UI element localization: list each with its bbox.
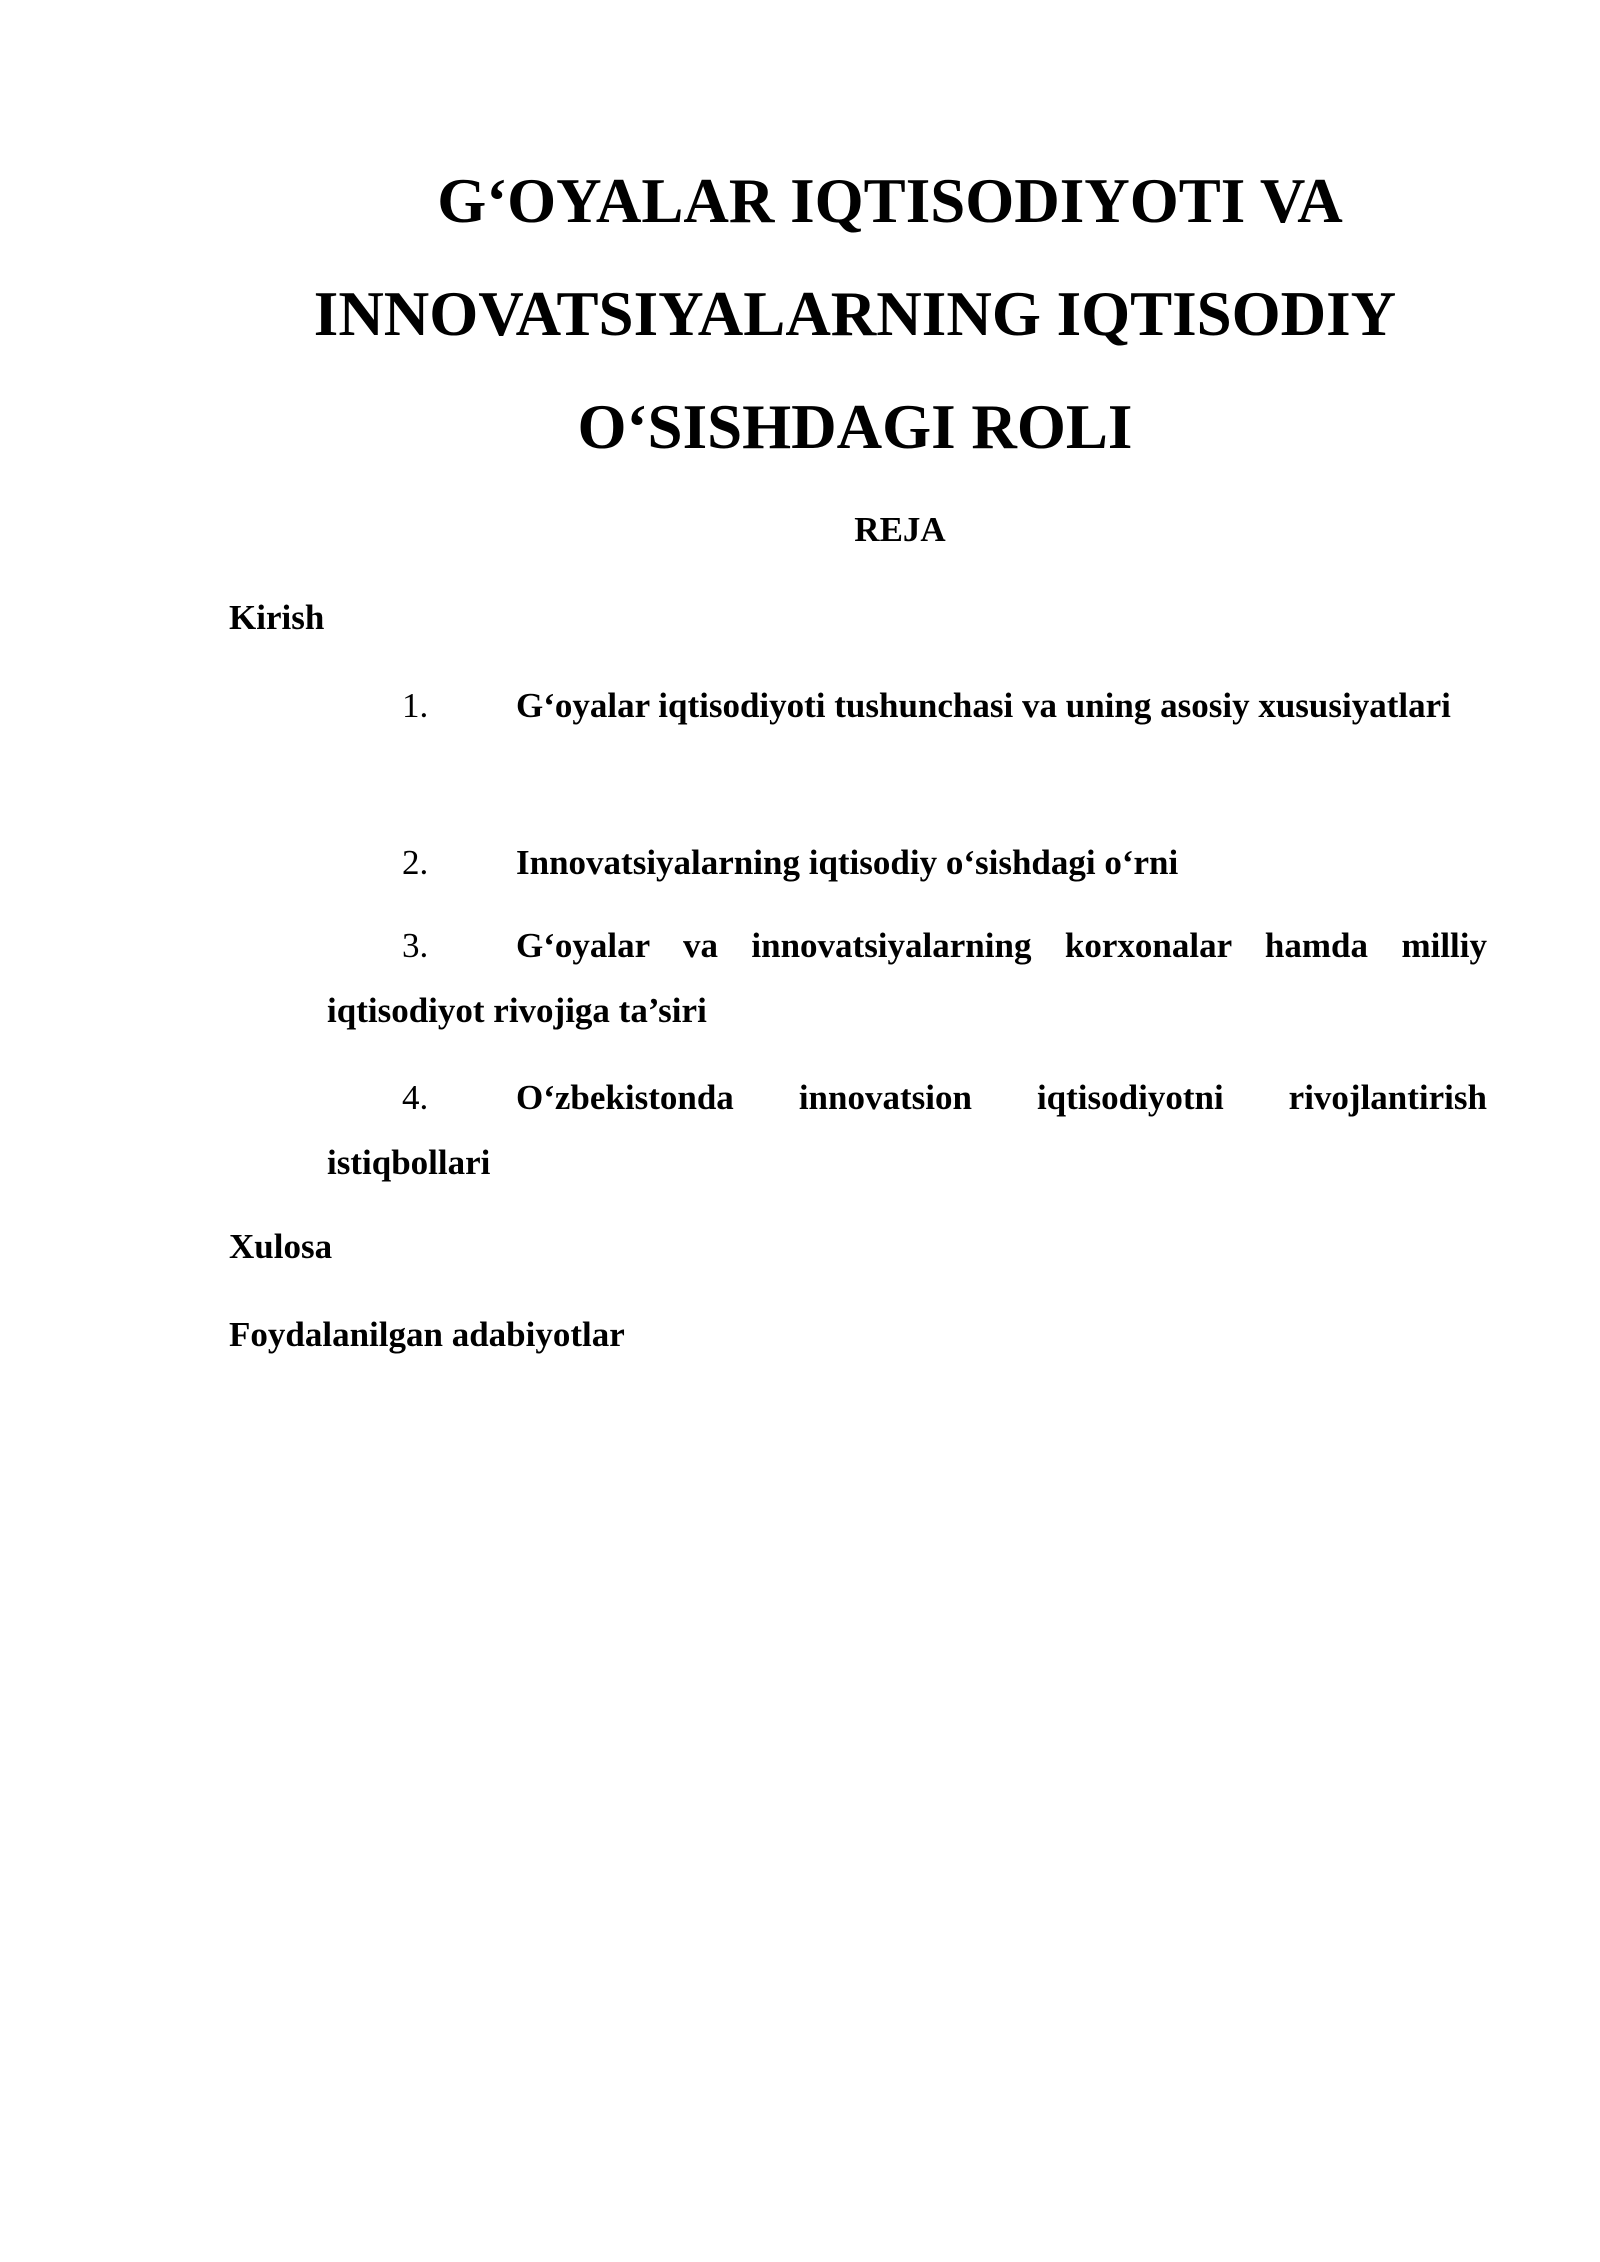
plan-item-number: 4. xyxy=(402,1078,429,1117)
plan-item-text: G‘oyalar va innovatsiyalarning korxonalar hamda milliy iqtisodiyot rivojiga ta’siri xyxy=(327,926,1487,1030)
plan-item-4 xyxy=(327,1065,1487,1195)
plan-heading: REJA xyxy=(854,510,946,549)
plan-item-text: O‘zbekistonda innovatsion iqtisodiyotni rivojlantirish istiqbollari xyxy=(327,1078,1487,1182)
plan-item-2 xyxy=(327,830,1487,895)
document-title: G‘OYALAR IQTISODIYOTI VA INNOVATSIYALARNING IQTISODIY O‘SISHDAGI ROLI xyxy=(313,166,1397,462)
section-references: Foydalanilgan adabiyotlar xyxy=(229,1315,625,1354)
plan-item-text: Innovatsiyalarning iqtisodiy o‘sishdagi o‘rni xyxy=(516,843,1179,882)
plan-item-number: 1. xyxy=(402,686,429,725)
plan-item-text: G‘oyalar iqtisodiyoti tushunchasi va uning asosiy xususiyatlari xyxy=(516,686,1451,725)
plan-item-1 xyxy=(327,673,1487,738)
plan-item-number: 3. xyxy=(402,926,429,965)
plan-item-number: 2. xyxy=(402,843,429,882)
plan-item-3 xyxy=(327,913,1487,1043)
section-conclusion: Xulosa xyxy=(229,1227,333,1266)
section-intro: Kirish xyxy=(229,598,325,637)
